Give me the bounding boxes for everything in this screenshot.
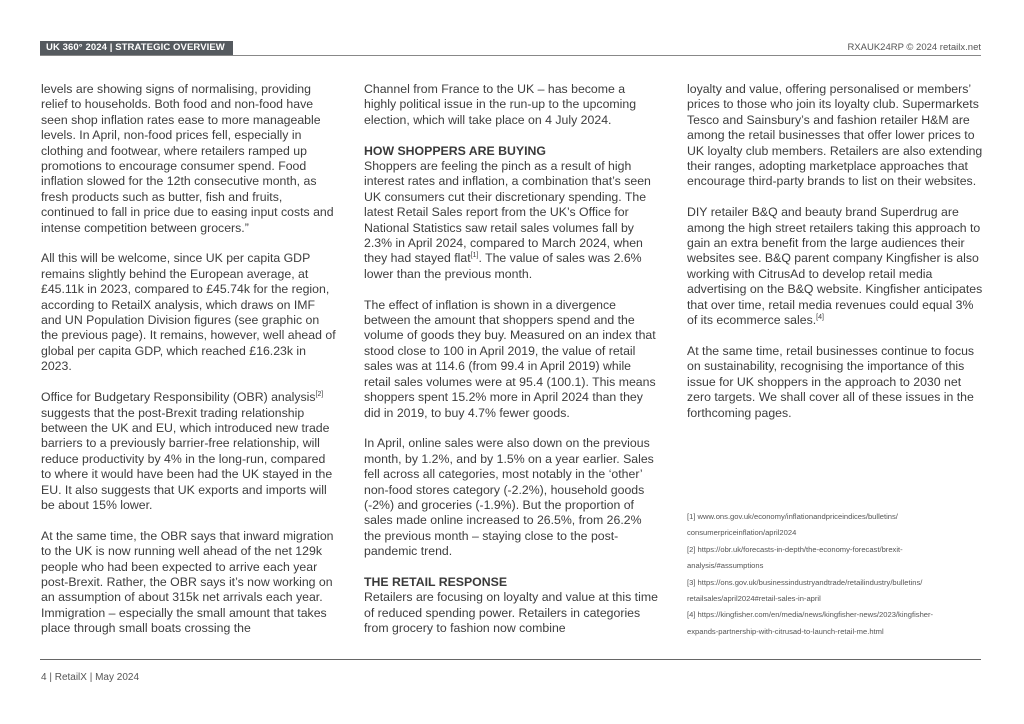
- paragraph-text: suggests that the post-Brexit trading relationship between the UK and EU, which introduced new trade barriers to a previously barrier-free relationship, will reduce productivity by 4% in the long-run, compared to where it would have been had the UK stayed in the EU. It also suggests that UK exports and imports will be about 15% lower.: [41, 405, 333, 512]
- reference-line: retailsales/april2024#retail-sales-in-april: [687, 594, 821, 604]
- reference-line: [1] www.ons.gov.uk/economy/inflationandpriceindices/bulletins/: [687, 512, 898, 521]
- reference-line: [4] https://kingfisher.com/en/media/news/kingfisher-news/2023/kingfisher-: [687, 610, 934, 620]
- footnote-ref: [2]: [315, 391, 324, 399]
- paragraph: [41, 390, 337, 513]
- reference-line: expands-partnership-with-citrusad-to-launch-retail-me.html: [687, 626, 884, 636]
- references-list: [687, 509, 987, 640]
- footer-divider: [40, 659, 981, 660]
- paragraph: All this will be welcome, since UK per capita GDP remains slightly behind the European average, at £45.11k in 2023, compared to £45.74k for the region, according to RetailX analysis, which draws on IMF and UN Population Division figures (see graphic on the previous page). It remains, however, well ahead of global per capita GDP, which reached £16.23k in 2023.: [41, 251, 336, 374]
- paragraph: levels are showing signs of normalising, providing relief to households. Both food and non-food have seen shop inflation rates ease to more manageable levels. In April, non-food prices fell, especially in clothing and footwear, where retailers ramped up promotions to encourage consumer spend. Food inflation slowed for the 12th consecutive month, as fresh products such as butter, fish and fruits, continued to fall in price due to easing input costs and intense competition between grocers.”: [41, 82, 334, 235]
- reference-line: analysis/#assumptions: [687, 561, 764, 571]
- section-heading: HOW SHOPPERS ARE BUYING: [364, 143, 546, 158]
- reference-line: [2] https://obr.uk/forecasts-in-depth/the-economy-forecast/brexit-: [687, 544, 903, 554]
- column-2: [364, 82, 660, 652]
- paragraph-text: Shoppers are feeling the pinch as a result of high interest rates and inflation, a combination that’s seen UK consumers cut their discretionary spending. The latest Retail Sales report from the UK’s Office for National Statistics saw retail sales volumes fall by 2.3% in April 2024, compared to March 2024, when they had stayed flat: [364, 159, 651, 266]
- header-divider: [40, 55, 981, 56]
- paragraph: At the same time, the OBR says that inward migration to the UK is now running well ahead of the net 129k people who had been expected to arrive each year post-Brexit. Rather, the OBR says it’s now working on an assumption of about 315k net arrivals each year. Immigration – especially the small amount that takes place through small boats crossing the: [41, 528, 334, 636]
- paragraph: [687, 205, 983, 328]
- paragraph: Channel from France to the UK – has become a highly political issue in the run-up to the upcoming election, which will take place on 4 July 2024.: [364, 82, 637, 127]
- copyright-notice: RXAUK24RP © 2024 retailx.net: [847, 42, 981, 53]
- page-footer: 4 | RetailX | May 2024: [41, 672, 140, 683]
- reference-line: consumerpriceinflation/april2024: [687, 528, 797, 538]
- paragraph: At the same time, retail businesses continue to focus on sustainability, recognising the importance of this issue for UK shoppers in the approach to 2030 net zero targets. We shall cover all of these issues in the forthcoming pages.: [687, 343, 975, 420]
- section-tag: UK 360° 2024 | STRATEGIC OVERVIEW: [40, 41, 233, 55]
- paragraph-text: . The value of sales was 2.6% lower than the previous month.: [364, 251, 642, 281]
- section-heading: THE RETAIL RESPONSE: [364, 574, 508, 589]
- paragraph: In April, online sales were also down on the previous month, by 1.2%, and by 1.5% on a year earlier. Sales fell across all categories, most notably in the ‘other’ non-food stores category (-2.2%), household goods (-2%) and groceries (-1.9%). But the proportion of sales made online increased to 26.5%, from 26.2% the previous month – staying close to the post-pandemic trend.: [364, 436, 654, 559]
- paragraph-text: DIY retailer B&Q and beauty brand Superdrug are among the high street retailers taking this approach to gain an extra benefit from the large audiences their websites see. B&Q parent company Kingfisher is also working with CitrusAd to develop retail media advertising on the B&Q website. Kingfisher anticipates that over time, retail media revenues could equal 3% of its ecommerce sales.: [687, 205, 983, 328]
- paragraph: The effect of inflation is shown in a divergence between the amount that shoppers spend and the volume of goods they buy. Measured on an index that stood close to 100 in April 2019, the value of retail sales was at 114.6 (from 99.4 in April 2019) while retail sales volumes were at 95.4 (100.1). This means shoppers spent 15.2% more in April 2024 than they did in 2019, to buy 4.7% fewer goods.: [364, 297, 656, 420]
- paragraph-text: Office for Budgetary Responsibility (OBR) analysis: [41, 390, 316, 405]
- reference-line: [3] https://ons.gov.uk/businessindustryandtrade/retailindustry/bulletins/: [687, 577, 923, 587]
- paragraph: loyalty and value, offering personalised or members’ prices to those who join its loyalty club. Supermarkets Tesco and Sainsbury’s and fashion retailer H&M are among the retail businesses that offer lower prices to UK loyalty club members. Retailers are also extending their ranges, adopting marketplace approaches that encourage third-party brands to list on their websites.: [687, 82, 983, 189]
- footnote-ref: [4]: [816, 314, 824, 322]
- column-1: [41, 82, 337, 652]
- paragraph: Retailers are focusing on loyalty and value at this time of reduced spending power. Retailers in categories from grocery to fashion now combine: [364, 590, 658, 636]
- paragraph: [364, 159, 660, 282]
- footnote-ref: [1]: [470, 252, 479, 260]
- column-3: [687, 82, 983, 436]
